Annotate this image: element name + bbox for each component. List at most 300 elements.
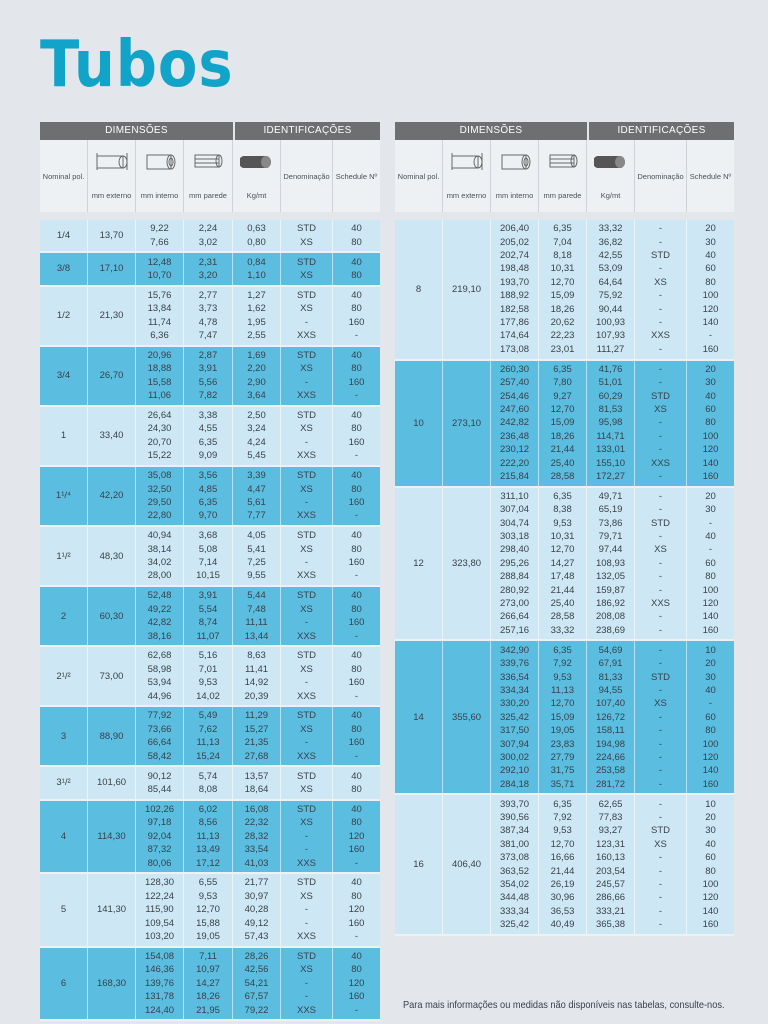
cell-value: 101,60 xyxy=(96,777,127,789)
cell-value: 18,26 xyxy=(550,430,575,442)
cell-value: 21,44 xyxy=(550,444,575,456)
cell-den xyxy=(281,767,333,798)
cell-value: XS xyxy=(300,423,313,435)
cell-par xyxy=(184,287,233,345)
cell-value: - xyxy=(304,844,309,856)
cell-value: 40 xyxy=(351,530,362,542)
cell-value: 33,32 xyxy=(550,624,575,636)
cell-value: 5,74 xyxy=(198,770,218,782)
cell-ext xyxy=(88,801,136,873)
cell-value: XS xyxy=(300,783,313,795)
cell-value: 62,68 xyxy=(147,650,172,662)
cell-value: 202,74 xyxy=(499,250,530,262)
cell-value: 131,78 xyxy=(144,991,175,1003)
cell-value: 30 xyxy=(705,377,716,389)
cell-value: - xyxy=(304,917,309,929)
cell-int xyxy=(136,874,184,946)
cell-nominal xyxy=(395,488,443,640)
cell-kg xyxy=(233,467,281,525)
cell-value: 80 xyxy=(351,303,362,315)
cell-value: 49,22 xyxy=(147,603,172,615)
cell-value: 140 xyxy=(702,317,719,329)
cell-value: 35,71 xyxy=(550,778,575,790)
cell-value: 3,68 xyxy=(198,530,218,542)
cell-value: XS xyxy=(300,303,313,315)
table-row-group xyxy=(40,647,380,707)
cell-value: 73,86 xyxy=(598,517,623,529)
cell-value: 3,02 xyxy=(198,236,218,248)
cell-value: 122,24 xyxy=(144,890,175,902)
cell-value: 4,47 xyxy=(247,483,266,495)
cell-nominal xyxy=(40,874,88,946)
cell-value: - xyxy=(658,263,663,275)
cell-value: 81,53 xyxy=(598,403,623,415)
cell-value: 9,53 xyxy=(553,671,572,683)
cell-value: XXS xyxy=(296,1004,316,1016)
cell-value: 160 xyxy=(702,919,719,931)
cell-nominal xyxy=(40,253,88,284)
cell-value: 173,08 xyxy=(499,343,530,355)
cell-value: 2,20 xyxy=(247,363,266,375)
cell-value: 114,30 xyxy=(97,830,126,842)
cell-value: - xyxy=(708,517,713,529)
cell-value: 24,30 xyxy=(147,423,172,435)
cell-value: 40 xyxy=(351,256,362,268)
cell-value: 22,23 xyxy=(550,330,575,342)
cell-value: 80 xyxy=(705,276,716,288)
cell-int xyxy=(136,527,184,585)
table-row-group xyxy=(395,220,734,361)
cell-value: 41,76 xyxy=(598,363,623,375)
cell-sch xyxy=(333,587,380,645)
cell-value: - xyxy=(304,677,309,689)
cell-value: 65,19 xyxy=(598,504,623,516)
cell-value: 26,64 xyxy=(147,410,172,422)
cell-value: 25,40 xyxy=(550,457,575,469)
cell-int xyxy=(136,253,184,284)
cell-value: 60 xyxy=(705,263,716,275)
cell-value: 11,06 xyxy=(147,390,172,402)
cell-value: 53,94 xyxy=(147,677,172,689)
cell-value: 20 xyxy=(705,223,716,235)
cell-value: 336,54 xyxy=(499,671,530,683)
table-body-right xyxy=(395,220,734,936)
cell-value: - xyxy=(304,904,309,916)
cell-nominal xyxy=(395,641,443,793)
cell-value: 28,32 xyxy=(244,830,269,842)
cell-par xyxy=(184,220,233,251)
cell-value: 7,14 xyxy=(198,557,218,569)
cell-par xyxy=(184,767,233,798)
cell-value: 114,71 xyxy=(596,430,625,442)
cell-sch xyxy=(687,361,734,486)
col-parede: mm parede xyxy=(184,140,233,212)
cell-value: 12,70 xyxy=(550,838,575,850)
cell-ext xyxy=(88,527,136,585)
cell-value: 7,62 xyxy=(198,723,218,735)
cell-value: 27,68 xyxy=(244,750,269,762)
cell-value: 12,70 xyxy=(550,698,575,710)
cell-value: 174,64 xyxy=(499,330,530,342)
cell-value: 354,02 xyxy=(499,879,530,891)
cell-value: 9,53 xyxy=(553,517,572,529)
cell-den xyxy=(281,287,333,345)
col-kgmt: Kg/mt xyxy=(233,140,281,212)
cell-value: 219,10 xyxy=(451,283,482,295)
cell-value: 52,48 xyxy=(147,590,172,602)
cell-value: 13,70 xyxy=(99,230,124,242)
cell-value: 120 xyxy=(702,303,719,315)
cell-value: 123,31 xyxy=(595,838,626,850)
cell-value: 100,93 xyxy=(595,317,626,329)
cell-par xyxy=(184,347,233,405)
cell-value: 107,93 xyxy=(595,330,626,342)
cell-value: 12,70 xyxy=(550,403,575,415)
cell-value: 140 xyxy=(702,905,719,917)
cell-value: 15,76 xyxy=(147,289,172,301)
cell-value: 42,56 xyxy=(244,964,269,976)
cell-value: - xyxy=(304,496,309,508)
cell-value: XXS xyxy=(296,630,316,642)
cell-value: 9,55 xyxy=(247,570,266,582)
cell-kg xyxy=(587,641,635,793)
cell-value: 387,34 xyxy=(499,825,530,837)
cell-value: XXS xyxy=(296,931,316,942)
cell-value: 73,00 xyxy=(99,670,124,682)
cell-value: - xyxy=(658,317,663,329)
cell-value: STD xyxy=(296,530,316,542)
cell-value: 16,08 xyxy=(244,803,269,815)
cell-value: - xyxy=(658,470,663,482)
cell-int xyxy=(136,767,184,798)
cell-value: 1¹/⁴ xyxy=(55,490,72,502)
cell-value: - xyxy=(658,584,663,596)
cell-value: - xyxy=(658,865,663,877)
cell-value: 80 xyxy=(351,543,362,555)
cell-value: 126,72 xyxy=(595,711,626,723)
cell-ext xyxy=(88,587,136,645)
cell-value: - xyxy=(304,436,309,448)
cell-value: 42,55 xyxy=(598,250,623,262)
table-row-group xyxy=(40,287,380,347)
cell-value: 339,76 xyxy=(499,658,530,670)
cell-value: 160 xyxy=(348,737,365,749)
cell-value: 30 xyxy=(705,825,716,837)
cell-nominal xyxy=(40,948,88,1020)
cell-value: 80 xyxy=(351,890,362,902)
cell-value: 5,54 xyxy=(198,603,218,615)
cell-value: STD xyxy=(650,250,670,262)
cell-value: 22,32 xyxy=(244,817,269,829)
cell-value: XXS xyxy=(296,570,316,582)
cell-value: 7,77 xyxy=(247,510,266,522)
cell-value: 160,13 xyxy=(595,852,626,864)
cell-value: 44,96 xyxy=(147,690,172,702)
cell-value: 18,64 xyxy=(244,783,269,795)
cell-den xyxy=(281,948,333,1020)
cell-ext xyxy=(443,220,491,359)
cell-kg xyxy=(233,287,281,345)
cell-value: XXS xyxy=(296,857,316,869)
cell-value: 295,26 xyxy=(499,557,530,569)
cell-value: - xyxy=(658,905,663,917)
cell-den xyxy=(281,467,333,525)
cell-kg xyxy=(587,220,635,359)
cell-value: - xyxy=(304,737,309,749)
cell-den xyxy=(635,361,687,486)
cell-value: XS xyxy=(300,236,313,248)
cell-par xyxy=(184,707,233,765)
cell-value: 2,31 xyxy=(198,256,218,268)
table-row-group xyxy=(395,641,734,795)
cell-value: 40 xyxy=(351,650,362,662)
cell-value: - xyxy=(658,812,663,823)
cell-value: 7,92 xyxy=(553,658,572,670)
cell-nominal xyxy=(40,467,88,525)
cell-value: 14 xyxy=(413,711,424,723)
cell-value: 40 xyxy=(705,390,716,402)
cell-den xyxy=(635,795,687,934)
cell-kg xyxy=(233,707,281,765)
table-row-group xyxy=(40,874,380,948)
cell-value: 15,22 xyxy=(147,450,172,462)
cell-value: 90,44 xyxy=(598,303,623,315)
cell-value: 3,20 xyxy=(198,269,218,281)
cell-value: - xyxy=(658,363,663,375)
cell-value: XS xyxy=(300,663,313,675)
table-row-group xyxy=(40,767,380,800)
cell-par xyxy=(184,407,233,465)
cell-value: 80 xyxy=(351,663,362,675)
cell-value: 10,31 xyxy=(550,263,575,275)
cell-value: 406,40 xyxy=(451,859,482,871)
cell-value: - xyxy=(708,330,713,342)
cell-value: 154,08 xyxy=(144,950,175,962)
cell-nominal xyxy=(395,220,443,359)
cell-value: 15,88 xyxy=(196,917,220,929)
cell-value: 325,42 xyxy=(499,919,530,931)
cell-value: 20,96 xyxy=(147,349,172,361)
cell-value: 8,63 xyxy=(247,650,266,662)
cell-value: 20,70 xyxy=(147,436,172,448)
cell-value: 40 xyxy=(351,770,362,782)
cell-value: 14,02 xyxy=(196,690,220,702)
cell-sch xyxy=(333,767,380,798)
cell-value: 40 xyxy=(351,877,362,889)
cell-sch xyxy=(687,795,734,934)
cell-kg xyxy=(233,801,281,873)
cell-value: 40 xyxy=(351,223,362,235)
table-row-group xyxy=(40,347,380,407)
cell-value: 3 xyxy=(60,730,67,742)
cell-value: 5,16 xyxy=(198,650,218,662)
cell-value: XXS xyxy=(296,510,316,522)
cell-value: 19,05 xyxy=(196,931,220,942)
cell-value: 80 xyxy=(351,817,362,829)
cell-value: - xyxy=(658,765,663,777)
cell-sch xyxy=(333,467,380,525)
cell-value: 30 xyxy=(705,671,716,683)
cell-value: XS xyxy=(654,544,667,556)
cell-value: 224,66 xyxy=(595,751,626,763)
cell-kg xyxy=(233,220,281,251)
cell-ext xyxy=(88,707,136,765)
cell-value: 206,40 xyxy=(499,223,530,235)
cell-value: 1¹/² xyxy=(56,550,71,562)
cell-int xyxy=(491,220,539,359)
cell-value: - xyxy=(354,1004,359,1016)
cell-value: 3,64 xyxy=(247,390,266,402)
col-schedule: Schedule Nº xyxy=(687,140,734,212)
cell-value: 7,82 xyxy=(198,390,218,402)
cell-value: 304,74 xyxy=(499,517,530,529)
cell-value: - xyxy=(658,852,663,864)
cell-value: - xyxy=(708,698,713,710)
pipe-external-icon xyxy=(450,150,484,172)
cell-value: 288,84 xyxy=(499,571,530,583)
cell-value: 254,46 xyxy=(499,390,530,402)
cell-value: 6,35 xyxy=(553,223,572,235)
table-row-group xyxy=(40,707,380,767)
cell-value: 97,18 xyxy=(147,817,172,829)
cell-value: 120 xyxy=(348,830,365,842)
cell-value: 1,27 xyxy=(247,289,266,301)
cell-value: 4,24 xyxy=(247,436,266,448)
cell-value: 160 xyxy=(348,917,365,929)
cell-value: 36,53 xyxy=(550,905,575,917)
cell-value: 6,35 xyxy=(553,490,572,502)
cell-den xyxy=(281,874,333,946)
cell-value: XS xyxy=(300,543,313,555)
cell-value: 21,44 xyxy=(550,865,575,877)
cell-nominal xyxy=(40,527,88,585)
cell-value: - xyxy=(304,977,309,989)
cell-nominal xyxy=(40,647,88,705)
cell-value: STD xyxy=(296,950,316,962)
cell-value: STD xyxy=(296,470,316,482)
cell-value: 1,62 xyxy=(247,303,266,315)
cell-value: 115,90 xyxy=(145,904,174,916)
group-dimensions: DIMENSÕES xyxy=(395,122,587,140)
cell-value: 120 xyxy=(702,892,719,904)
cell-value: 40 xyxy=(351,590,362,602)
cell-par xyxy=(184,527,233,585)
cell-value: 38,14 xyxy=(147,543,172,555)
cell-value: 28,58 xyxy=(550,611,575,623)
cell-value: 11,41 xyxy=(244,663,269,675)
cell-value: 5,56 xyxy=(198,376,218,388)
cell-value: 40 xyxy=(705,838,716,850)
cell-value: 79,71 xyxy=(598,531,623,543)
cell-value: 1 xyxy=(60,430,67,442)
cell-value: 21,35 xyxy=(244,737,269,749)
cell-value: XXS xyxy=(650,330,670,342)
cell-value: 330,20 xyxy=(499,698,530,710)
cell-value: 75,92 xyxy=(598,290,623,302)
cell-value: 80 xyxy=(705,865,716,877)
cell-value: - xyxy=(304,830,309,842)
cell-value: 25,40 xyxy=(550,598,575,610)
cell-value: 87,32 xyxy=(147,844,172,856)
cell-sch xyxy=(333,707,380,765)
tubes-table-right xyxy=(395,122,734,936)
cell-sch xyxy=(333,874,380,946)
cell-value: 140 xyxy=(702,765,719,777)
cell-value: 51,01 xyxy=(598,377,623,389)
cell-value: 160 xyxy=(348,617,365,629)
cell-value: - xyxy=(658,444,663,456)
cell-value: STD xyxy=(297,770,316,782)
cell-value: 160 xyxy=(348,677,365,689)
cell-value: 6 xyxy=(60,977,67,989)
cell-value: 257,16 xyxy=(499,624,530,636)
cell-value: XS xyxy=(300,483,313,495)
cell-value: 160 xyxy=(348,844,365,856)
cell-value: 172,27 xyxy=(595,470,626,482)
cell-value: - xyxy=(658,711,663,723)
cell-value: 10,31 xyxy=(550,531,575,543)
cell-value: 6,36 xyxy=(150,330,169,342)
cell-value: - xyxy=(658,611,663,623)
cell-value: 4,55 xyxy=(198,423,218,435)
cell-den xyxy=(281,220,333,251)
cell-value: 155,10 xyxy=(595,457,626,469)
cell-int xyxy=(136,407,184,465)
cell-value: 160 xyxy=(348,316,365,328)
cell-value: - xyxy=(658,557,663,569)
cell-value: 80 xyxy=(351,783,362,795)
cell-value: 94,55 xyxy=(598,684,623,696)
cell-value: XS xyxy=(300,890,313,902)
cell-value: 11,07 xyxy=(196,630,220,642)
cell-value: 21,44 xyxy=(550,584,575,596)
cell-den xyxy=(281,647,333,705)
cell-value: 128,30 xyxy=(144,877,175,889)
cell-value: 286,66 xyxy=(595,892,626,904)
cell-value: 160 xyxy=(348,376,365,388)
cell-value: 80 xyxy=(351,964,362,976)
pipe-internal-icon xyxy=(498,150,532,172)
cell-value: 40 xyxy=(351,470,362,482)
cell-value: 2,50 xyxy=(247,410,266,422)
group-dimensions: DIMENSÕES xyxy=(40,122,233,140)
cell-value: 28,58 xyxy=(550,470,575,482)
cell-value: 5,08 xyxy=(198,543,218,555)
cell-value: 159,87 xyxy=(595,584,626,596)
cell-value: 9,27 xyxy=(553,390,572,402)
cell-value: 160 xyxy=(348,436,365,448)
cell-value: 257,40 xyxy=(499,377,530,389)
cell-value: - xyxy=(658,531,663,543)
cell-ext xyxy=(88,287,136,345)
cell-ext xyxy=(88,220,136,251)
cell-value: - xyxy=(354,330,359,342)
pipe-external-icon xyxy=(95,150,129,172)
cell-value: 7,47 xyxy=(198,330,218,342)
cell-value: 58,42 xyxy=(147,750,172,762)
table-row-group xyxy=(40,587,380,647)
cell-value: 22,80 xyxy=(147,510,172,522)
cell-value: 280,92 xyxy=(499,584,530,596)
cell-value: 205,02 xyxy=(499,236,530,248)
cell-value: 30 xyxy=(705,504,716,516)
cell-value: STD xyxy=(296,650,316,662)
cell-value: 193,70 xyxy=(499,276,530,288)
cell-value: 160 xyxy=(348,991,365,1003)
cell-int xyxy=(136,220,184,251)
cell-nominal xyxy=(40,347,88,405)
cell-value: 311,10 xyxy=(500,490,529,502)
